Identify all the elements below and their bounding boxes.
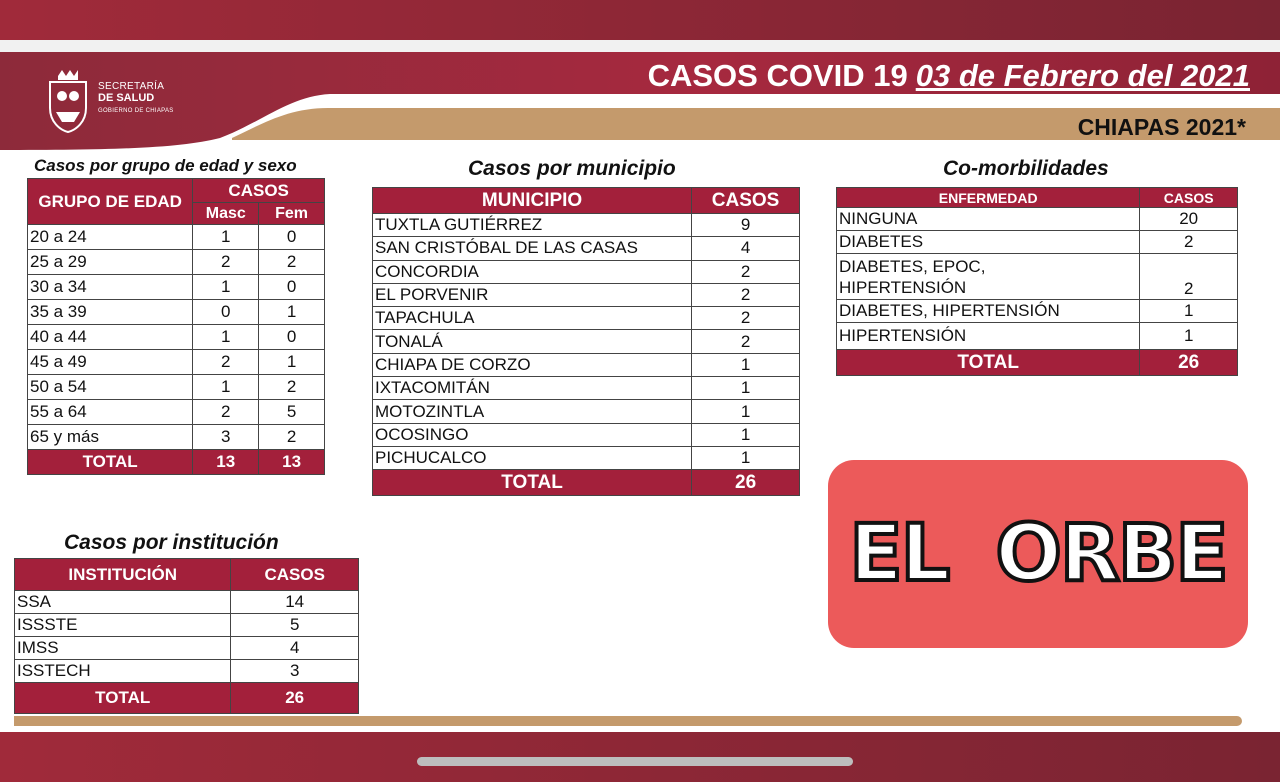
institucion-table xyxy=(14,558,359,714)
table-row xyxy=(373,214,800,237)
casos-cell: 2 xyxy=(692,260,800,283)
title-date: 03 de Febrero del 2021 xyxy=(915,58,1250,93)
casos-cell: 4 xyxy=(692,237,800,260)
table-row xyxy=(373,423,800,446)
casos-cell: 1 xyxy=(692,400,800,423)
masc-cell: 0 xyxy=(193,300,259,325)
logo-line-3: GOBIERNO DE CHIAPAS xyxy=(98,108,174,115)
casos-cell: 1 xyxy=(1140,323,1238,350)
institucion-cell: ISSTECH xyxy=(15,660,231,683)
page-subtitle: CHIAPAS 2021* xyxy=(1077,114,1246,140)
institucion-section-title: Casos por institución xyxy=(64,531,279,554)
col-casos-header: CASOS xyxy=(692,188,800,214)
institucion-cell: IMSS xyxy=(15,637,231,660)
municipio-cell: EL PORVENIR xyxy=(373,283,692,306)
table-row xyxy=(15,591,359,614)
page-title xyxy=(648,58,1250,94)
total-row xyxy=(837,350,1238,376)
fem-cell: 2 xyxy=(259,250,325,275)
casos-cell: 9 xyxy=(692,214,800,237)
enfermedad-cell: DIABETES xyxy=(837,231,1140,254)
grupo-cell: 45 a 49 xyxy=(28,350,193,375)
total-value: 26 xyxy=(1140,350,1238,376)
col-masc-header: Masc xyxy=(193,203,259,225)
casos-cell: 1 xyxy=(692,377,800,400)
table-row xyxy=(15,614,359,637)
casos-cell: 1 xyxy=(692,446,800,469)
table-row xyxy=(373,446,800,469)
municipio-cell: TUXTLA GUTIÉRREZ xyxy=(373,214,692,237)
casos-cell: 3 xyxy=(231,660,359,683)
total-label: TOTAL xyxy=(373,470,692,496)
municipio-cell: TAPACHULA xyxy=(373,307,692,330)
table-row xyxy=(28,400,325,425)
fem-cell: 2 xyxy=(259,425,325,450)
total-masc: 13 xyxy=(193,450,259,475)
casos-cell: 4 xyxy=(231,637,359,660)
municipio-table xyxy=(372,187,800,496)
casos-cell: 1 xyxy=(692,423,800,446)
enfermedad-cell: HIPERTENSIÓN xyxy=(837,323,1140,350)
chiapas-shield-icon xyxy=(44,68,92,134)
table-row xyxy=(373,353,800,376)
table-row xyxy=(28,275,325,300)
institucion-cell: SSA xyxy=(15,591,231,614)
total-row xyxy=(15,683,359,714)
table-row xyxy=(28,300,325,325)
comorb-table xyxy=(836,187,1238,376)
casos-cell: 1 xyxy=(1140,300,1238,323)
municipio-cell: MOTOZINTLA xyxy=(373,400,692,423)
table-row xyxy=(837,231,1238,254)
fem-cell: 0 xyxy=(259,225,325,250)
col-casos-header: CASOS xyxy=(231,559,359,591)
logo-line-2: DE SALUD xyxy=(98,91,155,104)
col-enfermedad-header: ENFERMEDAD xyxy=(837,188,1140,208)
table-row xyxy=(15,637,359,660)
comorb-section-title: Co-morbilidades xyxy=(943,157,1109,180)
table-row xyxy=(28,225,325,250)
col-grupo-header: GRUPO DE EDAD xyxy=(28,179,193,225)
col-institucion-header: INSTITUCIÓN xyxy=(15,559,231,591)
masc-cell: 2 xyxy=(193,400,259,425)
casos-cell: 2 xyxy=(692,330,800,353)
grupo-cell: 25 a 29 xyxy=(28,250,193,275)
municipio-cell: CHIAPA DE CORZO xyxy=(373,353,692,376)
municipio-cell: SAN CRISTÓBAL DE LAS CASAS xyxy=(373,237,692,260)
table-row xyxy=(837,323,1238,350)
municipio-cell: OCOSINGO xyxy=(373,423,692,446)
casos-cell: 1 xyxy=(692,353,800,376)
table-row xyxy=(837,254,1238,300)
institucion-cell: ISSSTE xyxy=(15,614,231,637)
table-row xyxy=(373,400,800,423)
watermark-text: EL ORBE xyxy=(849,509,1227,599)
enfermedad-cell: DIABETES, HIPERTENSIÓN xyxy=(837,300,1140,323)
table-row xyxy=(28,375,325,400)
total-value: 26 xyxy=(692,470,800,496)
table-row xyxy=(15,660,359,683)
total-label: TOTAL xyxy=(15,683,231,714)
col-casos-header: CASOS xyxy=(1140,188,1238,208)
total-row xyxy=(373,470,800,496)
masc-cell: 1 xyxy=(193,225,259,250)
table-row xyxy=(373,307,800,330)
grupo-cell: 65 y más xyxy=(28,425,193,450)
grupo-cell: 35 a 39 xyxy=(28,300,193,325)
fem-cell: 0 xyxy=(259,275,325,300)
enfermedad-cell: NINGUNA xyxy=(837,208,1140,231)
secretaria-salud-logo xyxy=(44,68,194,138)
home-indicator[interactable] xyxy=(417,757,853,766)
logo-line-1: SECRETARÍA xyxy=(98,81,165,92)
table-row xyxy=(373,377,800,400)
col-municipio-header: MUNICIPIO xyxy=(373,188,692,214)
masc-cell: 2 xyxy=(193,250,259,275)
table-row xyxy=(837,300,1238,323)
municipio-cell: CONCORDIA xyxy=(373,260,692,283)
casos-cell: 20 xyxy=(1140,208,1238,231)
total-value: 26 xyxy=(231,683,359,714)
masc-cell: 3 xyxy=(193,425,259,450)
casos-cell: 5 xyxy=(231,614,359,637)
table-row xyxy=(373,283,800,306)
municipio-cell: TONALÁ xyxy=(373,330,692,353)
municipio-cell: IXTACOMITÁN xyxy=(373,377,692,400)
masc-cell: 1 xyxy=(193,375,259,400)
col-fem-header: Fem xyxy=(259,203,325,225)
top-band xyxy=(0,0,1280,40)
casos-cell: 2 xyxy=(1140,254,1238,300)
table-row xyxy=(28,350,325,375)
grupo-cell: 20 a 24 xyxy=(28,225,193,250)
top-gap xyxy=(0,40,1280,52)
table-row xyxy=(373,237,800,260)
edad-table xyxy=(27,178,325,475)
table-row xyxy=(28,425,325,450)
grupo-cell: 40 a 44 xyxy=(28,325,193,350)
fem-cell: 0 xyxy=(259,325,325,350)
fem-cell: 1 xyxy=(259,300,325,325)
table-row xyxy=(373,260,800,283)
grupo-cell: 50 a 54 xyxy=(28,375,193,400)
masc-cell: 1 xyxy=(193,275,259,300)
municipio-section-title: Casos por municipio xyxy=(468,157,676,180)
grupo-cell: 30 a 34 xyxy=(28,275,193,300)
municipio-cell: PICHUCALCO xyxy=(373,446,692,469)
enfermedad-cell xyxy=(837,254,1140,300)
table-row xyxy=(28,325,325,350)
total-label: TOTAL xyxy=(837,350,1140,376)
table-row xyxy=(28,250,325,275)
gold-divider xyxy=(14,716,1242,726)
total-row xyxy=(28,450,325,475)
masc-cell: 2 xyxy=(193,350,259,375)
fem-cell: 2 xyxy=(259,375,325,400)
masc-cell: 1 xyxy=(193,325,259,350)
total-fem: 13 xyxy=(259,450,325,475)
el-orbe-watermark xyxy=(828,460,1248,648)
table-row xyxy=(373,330,800,353)
fem-cell: 5 xyxy=(259,400,325,425)
casos-cell: 2 xyxy=(1140,231,1238,254)
fem-cell: 1 xyxy=(259,350,325,375)
casos-cell: 2 xyxy=(692,307,800,330)
table-row xyxy=(837,208,1238,231)
grupo-cell: 55 a 64 xyxy=(28,400,193,425)
total-label: TOTAL xyxy=(28,450,193,475)
edad-section-title: Casos por grupo de edad y sexo xyxy=(34,156,297,175)
casos-cell: 2 xyxy=(692,283,800,306)
title-text: CASOS COVID 19 xyxy=(647,58,908,93)
enfermedad-text: DIABETES, EPOC, HIPERTENSIÓN xyxy=(839,256,986,297)
col-casos-header: CASOS xyxy=(193,179,325,203)
casos-cell: 14 xyxy=(231,591,359,614)
